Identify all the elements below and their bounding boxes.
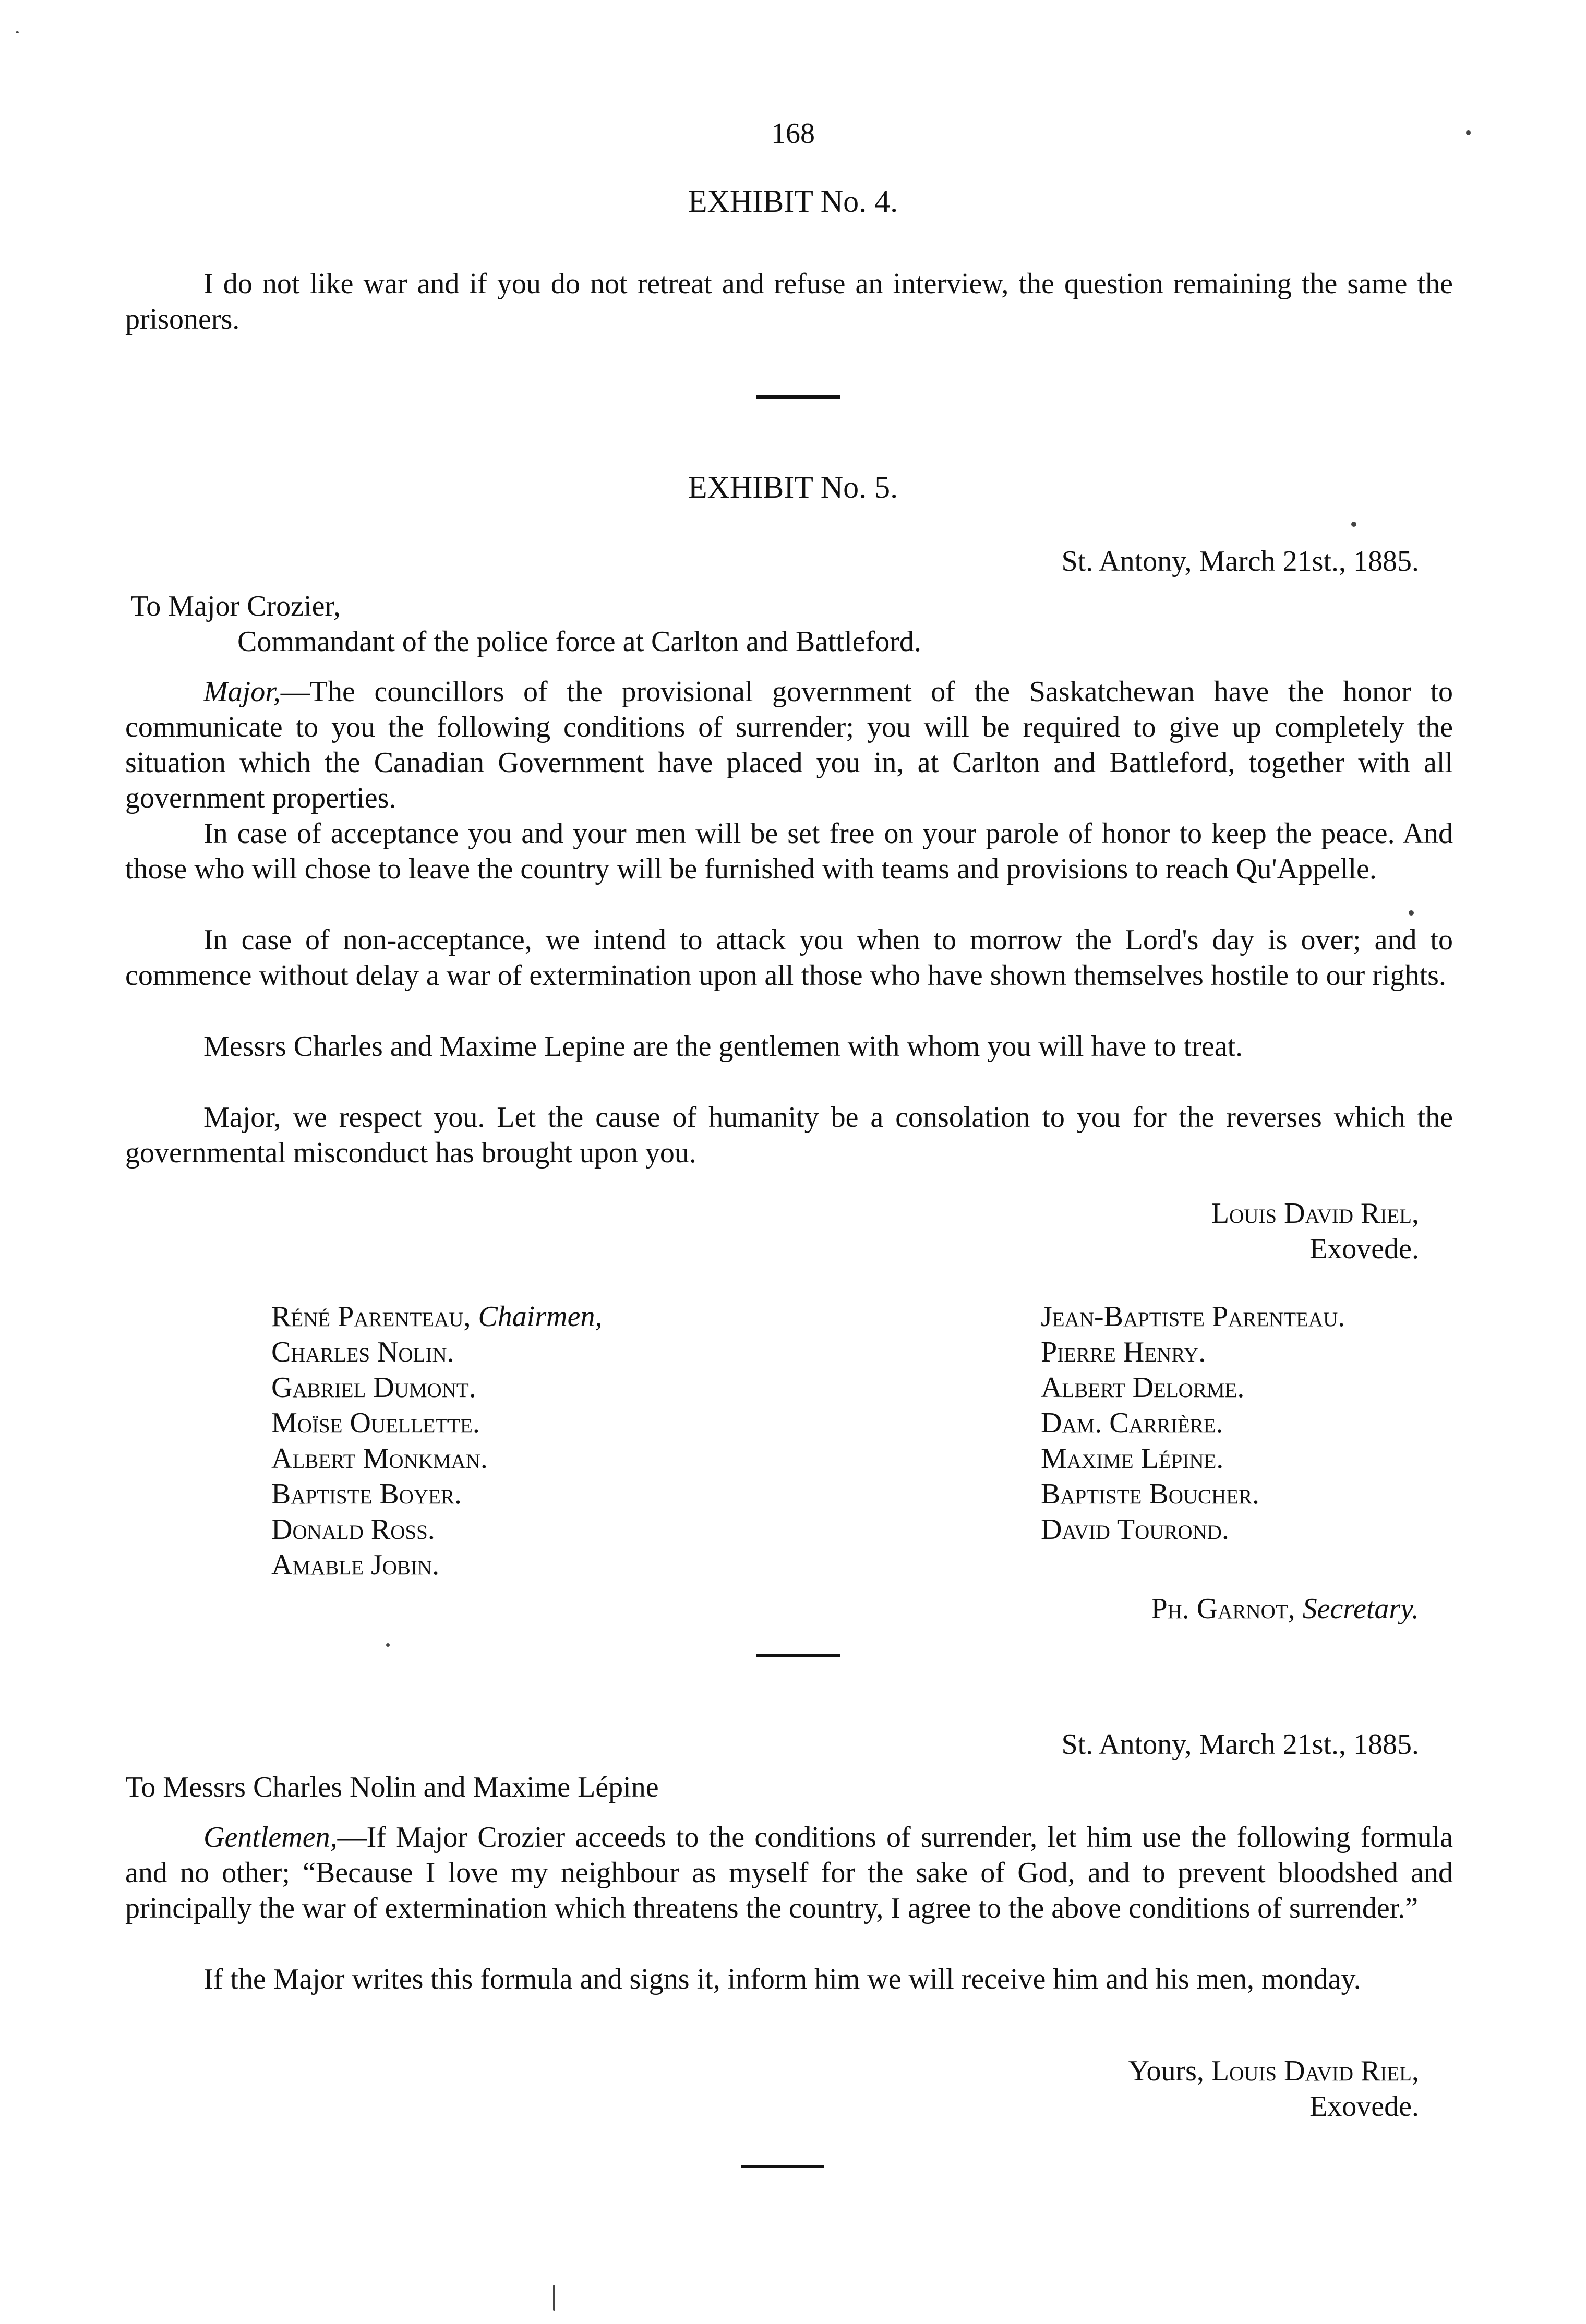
salutation: Gentlemen, [203, 1821, 338, 1853]
letter-paragraph [125, 1820, 1453, 1926]
secretary-name: Ph. Garnot, [1151, 1593, 1295, 1625]
secretary-title: Secretary. [1302, 1593, 1419, 1625]
section-divider [756, 395, 840, 399]
signature-title: Exovede. [1309, 2090, 1419, 2123]
print-speck [1351, 522, 1356, 527]
signers-left-list [271, 1299, 602, 1583]
signer-name: Albert Delorme. [1041, 1371, 1245, 1404]
section-divider [756, 1654, 840, 1657]
letter-paragraph: If the Major writes this formula and signs it, inform him we will receive him and his men, monday. [203, 1963, 1361, 1995]
letter-paragraph [125, 674, 1453, 816]
signer-name: Albert Monkman. [271, 1442, 488, 1475]
signer-name: Dam. Carrière. [1041, 1407, 1223, 1439]
signers-right-list [1041, 1299, 1345, 1547]
closing: Yours, [1128, 2055, 1204, 2087]
closing-signature [1128, 2053, 1419, 2089]
signer-name: Jean-Baptiste Parenteau. [1041, 1301, 1345, 1333]
exhibit-4-heading: EXHIBIT No. 4. [688, 184, 898, 219]
addressee-title: Commandant of the police force at Carlton and Battleford. [237, 625, 921, 658]
signer-role: Chairmen, [478, 1301, 603, 1333]
exhibit-5-heading: EXHIBIT No. 5. [688, 470, 898, 504]
addressee: To Major Crozier, [130, 590, 341, 622]
print-speck [1409, 910, 1414, 916]
dateline: St. Antony, March 21st., 1885. [1061, 545, 1419, 577]
letter-paragraph: In case of non-acceptance, we intend to attack you when to morrow the Lord's day is over; and to commence without delay a war of extermination upon all those who have shown themselves hostile to our rights. [125, 924, 1453, 992]
paragraph-text: —The councillors of the provisional government of the Saskatchewan have the honor to communicate to you the following conditions of surrender; you will be required to give up completely the situation which the Canadian Government have placed you in, at Carlton and Battleford, together with all government properties. [125, 676, 1453, 814]
signer-name: Moïse Ouellette. [271, 1407, 480, 1439]
signer-name: Réné Parenteau, Chairmen, [271, 1301, 603, 1333]
signer-name: Pierre Henry. [1041, 1336, 1206, 1368]
signature-title: Exovede. [1309, 1233, 1419, 1265]
signer-name: Maxime Lépine. [1041, 1442, 1224, 1475]
signer-name: Charles Nolin. [271, 1336, 454, 1368]
letter-paragraph: Major, we respect you. Let the cause of humanity be a consolation to you for the reverses which the governmental misconduct has brought upon you. [125, 1101, 1453, 1169]
print-speck [553, 2285, 555, 2311]
print-speck [386, 1643, 390, 1647]
print-speck [16, 31, 19, 33]
letter-paragraph: In case of acceptance you and your men will be set free on your parole of honor to keep the peace. And those who will chose to leave the country will be furnished with teams and provisions to reach Qu'Appelle. [125, 817, 1453, 885]
salutation: Major, [203, 676, 281, 708]
signer-name: Amable Jobin. [271, 1549, 440, 1581]
signer-name: Baptiste Boyer. [271, 1478, 462, 1510]
section-divider [741, 2165, 824, 2168]
signature-name: Louis David Riel, [1211, 1197, 1419, 1230]
signer-name: Gabriel Dumont. [271, 1371, 476, 1404]
exhibit-4-text: I do not like war and if you do not retreat and refuse an interview, the question remaining the same the prisoners. [125, 268, 1453, 335]
signature-name: Louis David Riel, [1211, 2055, 1419, 2087]
page-number: 168 [771, 117, 815, 150]
dateline: St. Antony, March 21st., 1885. [1061, 1728, 1419, 1761]
signer-name: David Tourond. [1041, 1513, 1229, 1546]
signer-name: Baptiste Boucher. [1041, 1478, 1260, 1510]
letter-paragraph: Messrs Charles and Maxime Lepine are the gentlemen with whom you will have to treat. [203, 1030, 1243, 1063]
paragraph-text: —If Major Crozier acceeds to the conditions of surrender, let him use the following formula and no other; “Because I love my neighbour as myself for the sake of God, and to prevent bloodshed and principally the war of extermination which threatens the country, I agree to the above conditions of surrender.” [125, 1821, 1453, 1924]
addressee: To Messrs Charles Nolin and Maxime Lépine [125, 1771, 659, 1803]
secretary-signature [1151, 1591, 1420, 1627]
signer-name: Donald Ross. [271, 1513, 435, 1546]
